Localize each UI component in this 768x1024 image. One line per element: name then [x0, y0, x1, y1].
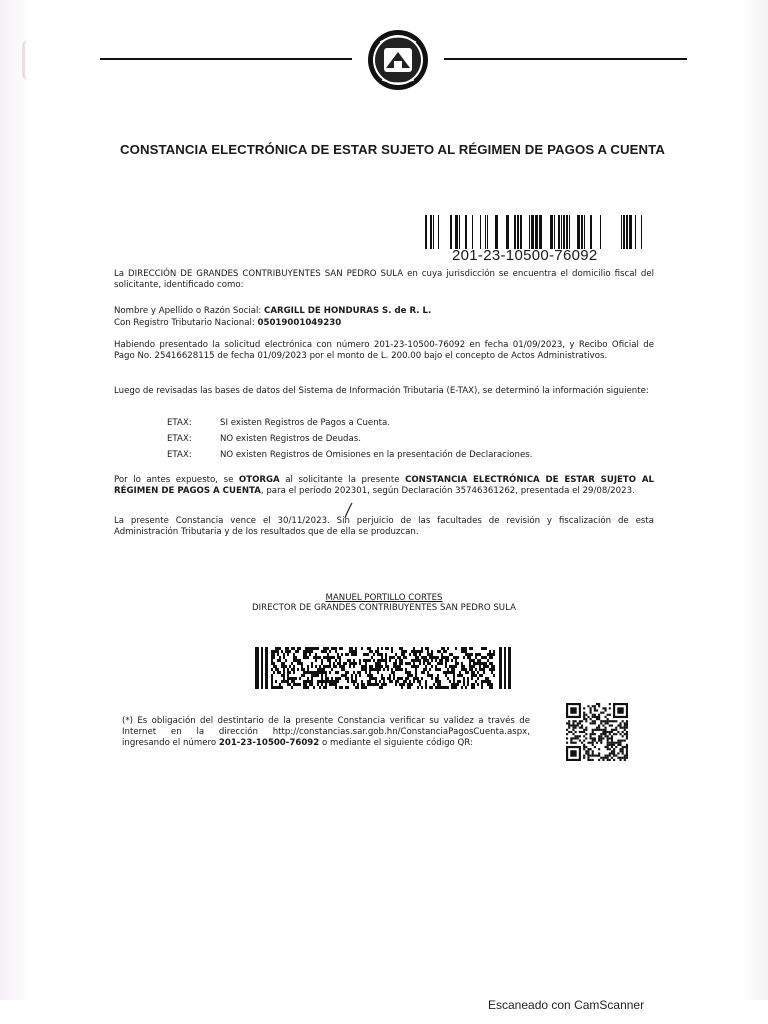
validity-paragraph: La presente Constancia vence el 30/11/2023. Sin perjuicio de las facultades de revisión y fiscalización de esta Administración Tributaria y de los resultados que de ella se produzcan. — [114, 516, 654, 537]
document-title: CONSTANCIA ELECTRÓNICA DE ESTAR SUJETO AL RÉGIMEN DE PAGOS A CUENTA — [120, 142, 665, 157]
taxpayer-rtn-line — [114, 318, 341, 329]
grant-otorga: OTORGA — [238, 475, 280, 485]
header-rule-left — [100, 58, 352, 60]
taxpayer-rtn-label: Con Registro Tributario Nacional: — [114, 318, 255, 328]
header-rule-right — [444, 58, 687, 60]
review-paragraph: Luego de revisadas las bases de datos del Sistema de Información Tributaria (E-TAX), se determinó la información siguiente: — [114, 386, 649, 396]
barcode-2d-icon — [255, 647, 511, 689]
etax-result: NO existen Registros de Deudas. — [220, 434, 361, 444]
scan-edge-right — [740, 0, 768, 1000]
signatory-name-text: MANUEL PORTILLO CORTES — [325, 593, 443, 603]
scan-margin-mark — [22, 40, 41, 80]
taxpayer-name-label: Nombre y Apellido o Razón Social: — [114, 306, 262, 316]
etax-label: ETAX: — [167, 434, 192, 444]
taxpayer-rtn-value: 05019001049230 — [257, 318, 342, 328]
etax-label: ETAX: — [167, 450, 192, 460]
signatory-title: DIRECTOR DE GRANDES CONTRIBUYENTES SAN PEDRO SULA — [252, 603, 516, 613]
etax-result: SI existen Registros de Pagos a Cuenta. — [220, 418, 391, 428]
grant-constancia: CONSTANCIA ELECTRÓNICA DE ESTAR SUJETO AL RÉGIMEN DE PAGOS A CUENTA — [114, 475, 654, 496]
notice-number: 201-23-10500-76092 — [218, 738, 320, 748]
etax-label: ETAX: — [167, 418, 192, 428]
signatory-name — [0, 593, 768, 603]
request-paragraph: Habiendo presentado la solicitud electrónica con número 201-23-10500-76092 en fecha 01/09/2023, y Recibo Oficial de Pago No. 25416628115 de fecha 01/09/2023 por el monto de L. 200.00 bajo el concepto de Actos Administrativos. — [114, 340, 654, 361]
taxpayer-name-line — [114, 306, 431, 317]
notice-pre: (*) Es obligación del destintario de la presente Constancia verificar su validez a través de Internet en la dirección http://constancias.sar.gob.hn/ConstanciaPagosCuenta.aspx, ingresando el número — [122, 716, 530, 748]
grant-post: , para el período 202301, según Declaración 35746361262, presentada el 29/08/2023. — [260, 486, 635, 496]
intro-paragraph: La DIRECCIÓN DE GRANDES CONTRIBUYENTES SAN PEDRO SULA en cuya jurisdicción se encuentra el domicilio fiscal del solicitante, identificado como: — [114, 269, 654, 290]
scan-edge-left — [0, 0, 30, 1000]
grant-paragraph — [114, 475, 654, 497]
barcode-icon — [425, 215, 642, 249]
scanner-watermark: Escaneado con CamScanner — [488, 998, 645, 1012]
qr-code-icon — [566, 703, 628, 761]
barcode-number: 201-23-10500-76092 — [452, 247, 598, 264]
government-seal-icon — [358, 28, 438, 92]
taxpayer-name-value: CARGILL DE HONDURAS S. de R. L. — [264, 306, 432, 316]
notice-paragraph — [122, 716, 530, 749]
grant-pre: Por lo antes expuesto, se — [114, 475, 239, 485]
grant-mid: al solicitante la presente — [279, 475, 406, 485]
notice-post: o mediante el siguiente código QR: — [319, 738, 473, 748]
etax-result: NO existen Registros de Omisiones en la presentación de Declaraciones. — [220, 450, 533, 460]
